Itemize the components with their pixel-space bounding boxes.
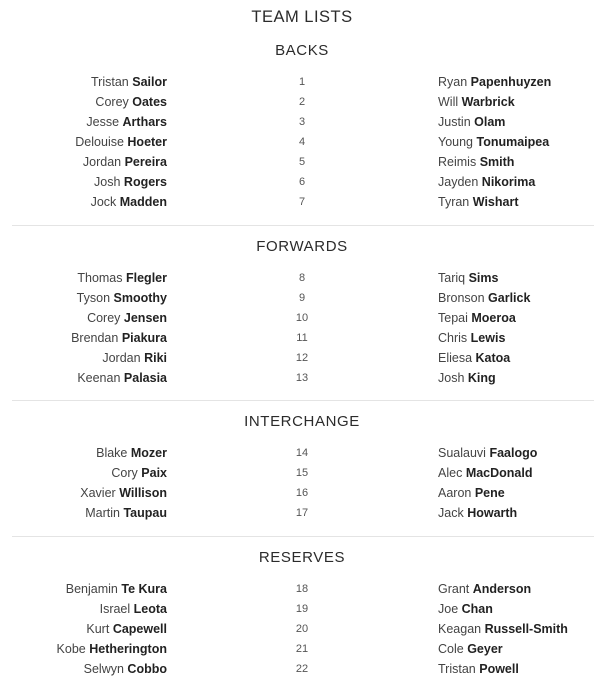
away-player-name (438, 308, 516, 328)
home-player-name (83, 152, 167, 172)
home-player-name (77, 268, 167, 288)
home-player-last-name: Jensen (123, 311, 167, 325)
jersey-number: 3 (298, 116, 306, 128)
player-list (0, 579, 604, 679)
home-player-name (66, 579, 167, 599)
away-player-name (438, 72, 551, 92)
home-player-last-name: Rogers (123, 175, 167, 189)
home-player-name (111, 463, 167, 483)
away-player-last-name: Olam (474, 115, 506, 129)
away-player-last-name: Howarth (467, 506, 518, 520)
section-interchange (0, 411, 604, 523)
away-player-last-name: Wishart (472, 195, 519, 209)
home-player-last-name: Palasia (123, 371, 167, 385)
away-player-last-name: Tonumaipea (476, 135, 550, 149)
section-title: INTERCHANGE (244, 413, 360, 430)
jersey-number: 10 (295, 312, 309, 324)
jersey-number: 1 (298, 76, 306, 88)
away-player-first-name: Alec (438, 466, 463, 480)
away-player-first-name: Tristan (438, 662, 476, 676)
jersey-number: 5 (298, 156, 306, 168)
home-player-first-name: Thomas (77, 271, 123, 285)
away-player-first-name: Sualauvi (438, 446, 486, 460)
player-row (0, 443, 604, 463)
player-row (0, 483, 604, 503)
away-player-name (438, 192, 518, 212)
player-row (0, 72, 604, 92)
jersey-number: 9 (298, 292, 306, 304)
section-divider (12, 225, 594, 226)
jersey-number: 8 (298, 272, 306, 284)
home-player-last-name: Willison (119, 486, 167, 500)
away-player-first-name: Will (438, 95, 459, 109)
home-player-name (77, 288, 167, 308)
away-player-first-name: Ryan (438, 75, 468, 89)
player-row (0, 192, 604, 212)
section-backs (0, 40, 604, 212)
player-row (0, 639, 604, 659)
home-player-name (57, 639, 167, 659)
away-player-first-name: Tepai (438, 311, 468, 325)
player-row (0, 328, 604, 348)
away-player-last-name: Papenhuyzen (470, 75, 552, 89)
home-player-first-name: Kurt (86, 622, 110, 636)
section-title: RESERVES (258, 549, 346, 566)
away-player-last-name: King (467, 371, 496, 385)
home-player-last-name: Flegler (126, 271, 167, 285)
player-row (0, 112, 604, 132)
home-player-last-name: Hetherington (89, 642, 167, 656)
home-player-first-name: Benjamin (65, 582, 118, 596)
away-player-first-name: Josh (438, 371, 465, 385)
away-player-name (438, 443, 537, 463)
player-row (0, 348, 604, 368)
jersey-number: 11 (296, 332, 308, 344)
home-player-last-name: Mozer (130, 446, 167, 460)
away-player-first-name: Chris (438, 331, 468, 345)
jersey-number: 12 (295, 352, 309, 364)
home-player-last-name: Oates (132, 95, 167, 109)
jersey-number: 19 (295, 603, 309, 615)
home-player-first-name: Josh (94, 175, 121, 189)
home-player-first-name: Martin (85, 506, 120, 520)
home-player-name (75, 132, 167, 152)
home-player-name (80, 483, 167, 503)
away-player-name (438, 599, 493, 619)
home-player-last-name: Riki (144, 351, 167, 365)
player-row (0, 599, 604, 619)
away-player-first-name: Bronson (438, 291, 485, 305)
away-player-first-name: Eliesa (438, 351, 473, 365)
jersey-number: 14 (295, 447, 309, 459)
player-row (0, 92, 604, 112)
away-player-last-name: Nikorima (481, 175, 536, 189)
away-player-last-name: Lewis (470, 331, 506, 345)
home-player-last-name: Arthars (122, 115, 167, 129)
home-player-last-name: Hoeter (127, 135, 167, 149)
page-title: TEAM LISTS (251, 8, 353, 26)
away-player-first-name: Jack (438, 506, 464, 520)
away-player-name (438, 503, 517, 523)
home-player-last-name: Madden (119, 195, 167, 209)
home-player-name (87, 308, 167, 328)
home-player-first-name: Xavier (80, 486, 116, 500)
away-player-last-name: Moeroa (471, 311, 516, 325)
home-player-name (86, 112, 167, 132)
jersey-number: 18 (295, 583, 309, 595)
section-title: BACKS (275, 42, 329, 59)
home-player-name (102, 348, 167, 368)
jersey-number: 21 (295, 643, 309, 655)
away-player-name (438, 483, 505, 503)
home-player-name (100, 599, 167, 619)
home-player-last-name: Leota (133, 602, 167, 616)
away-player-name (438, 619, 568, 639)
player-row (0, 308, 604, 328)
jersey-number: 16 (295, 487, 309, 499)
home-player-first-name: Jordan (82, 155, 122, 169)
away-player-name (438, 368, 496, 388)
section-forwards (0, 236, 604, 388)
away-player-last-name: Warbrick (461, 95, 515, 109)
player-row (0, 659, 604, 679)
home-player-last-name: Smoothy (113, 291, 167, 305)
player-row (0, 288, 604, 308)
home-player-first-name: Corey (95, 95, 129, 109)
home-player-first-name: Israel (99, 602, 131, 616)
away-player-last-name: Chan (461, 602, 493, 616)
home-player-last-name: Pereira (124, 155, 167, 169)
jersey-number: 22 (295, 663, 309, 675)
away-player-last-name: Geyer (467, 642, 503, 656)
jersey-number: 2 (298, 96, 306, 108)
home-player-first-name: Tristan (91, 75, 129, 89)
home-player-first-name: Blake (96, 446, 128, 460)
away-player-name (438, 152, 514, 172)
player-row (0, 132, 604, 152)
away-player-last-name: Russell-Smith (484, 622, 568, 636)
jersey-number: 17 (295, 507, 309, 519)
away-player-name (438, 463, 533, 483)
player-list (0, 443, 604, 523)
away-player-first-name: Joe (438, 602, 459, 616)
section-title: FORWARDS (256, 238, 348, 255)
away-player-name (438, 328, 505, 348)
away-player-first-name: Aaron (438, 486, 472, 500)
home-player-first-name: Kobe (56, 642, 86, 656)
away-player-first-name: Tariq (438, 271, 466, 285)
away-player-first-name: Keagan (438, 622, 482, 636)
jersey-number: 13 (295, 372, 309, 384)
home-player-first-name: Delouise (75, 135, 124, 149)
away-player-name (438, 112, 505, 132)
player-row (0, 463, 604, 483)
away-player-first-name: Reimis (438, 155, 477, 169)
away-player-name (438, 92, 515, 112)
player-row (0, 503, 604, 523)
away-player-first-name: Justin (438, 115, 471, 129)
player-row (0, 368, 604, 388)
home-player-name (77, 368, 167, 388)
home-player-name (86, 619, 167, 639)
away-player-last-name: Sims (468, 271, 499, 285)
home-player-name (71, 328, 167, 348)
jersey-number: 7 (298, 196, 306, 208)
home-player-last-name: Piakura (121, 331, 167, 345)
away-player-last-name: MacDonald (465, 466, 533, 480)
home-player-name (84, 659, 167, 679)
home-player-last-name: Taupau (123, 506, 167, 520)
jersey-number: 4 (298, 136, 306, 148)
away-player-name (438, 172, 535, 192)
away-player-first-name: Young (438, 135, 473, 149)
away-player-last-name: Anderson (472, 582, 532, 596)
home-player-last-name: Cobbo (127, 662, 167, 676)
section-divider (12, 536, 594, 537)
away-player-first-name: Jayden (438, 175, 479, 189)
away-player-name (438, 659, 519, 679)
home-player-name (91, 192, 167, 212)
home-player-name (91, 72, 167, 92)
away-player-last-name: Pene (474, 486, 505, 500)
player-row (0, 152, 604, 172)
home-player-first-name: Brendan (71, 331, 119, 345)
home-player-first-name: Cory (111, 466, 138, 480)
home-player-first-name: Jock (90, 195, 117, 209)
home-player-first-name: Selwyn (83, 662, 124, 676)
jersey-number: 15 (295, 467, 309, 479)
away-player-name (438, 639, 503, 659)
away-player-name (438, 288, 530, 308)
away-player-first-name: Grant (438, 582, 470, 596)
away-player-last-name: Garlick (488, 291, 531, 305)
player-row (0, 172, 604, 192)
player-list (0, 268, 604, 388)
away-player-last-name: Powell (479, 662, 519, 676)
section-divider (12, 400, 594, 401)
section-reserves (0, 547, 604, 679)
home-player-first-name: Keenan (77, 371, 121, 385)
home-player-last-name: Capewell (112, 622, 167, 636)
away-player-name (438, 268, 498, 288)
home-player-last-name: Sailor (132, 75, 167, 89)
home-player-first-name: Jesse (86, 115, 120, 129)
player-row (0, 619, 604, 639)
player-row (0, 579, 604, 599)
home-player-first-name: Jordan (102, 351, 141, 365)
away-player-first-name: Tyran (438, 195, 470, 209)
away-player-last-name: Faalogo (489, 446, 538, 460)
player-row (0, 268, 604, 288)
jersey-number: 6 (298, 176, 306, 188)
home-player-name (94, 172, 167, 192)
home-player-name (95, 92, 167, 112)
player-list (0, 72, 604, 212)
away-player-last-name: Smith (479, 155, 515, 169)
home-player-first-name: Tyson (76, 291, 111, 305)
away-player-name (438, 348, 510, 368)
home-player-last-name: Te Kura (121, 582, 167, 596)
jersey-number: 20 (295, 623, 309, 635)
away-player-name (438, 132, 549, 152)
home-player-name (85, 503, 167, 523)
away-player-name (438, 579, 531, 599)
home-player-first-name: Corey (87, 311, 121, 325)
away-player-last-name: Katoa (475, 351, 511, 365)
home-player-last-name: Paix (141, 466, 167, 480)
home-player-name (96, 443, 167, 463)
away-player-first-name: Cole (438, 642, 464, 656)
